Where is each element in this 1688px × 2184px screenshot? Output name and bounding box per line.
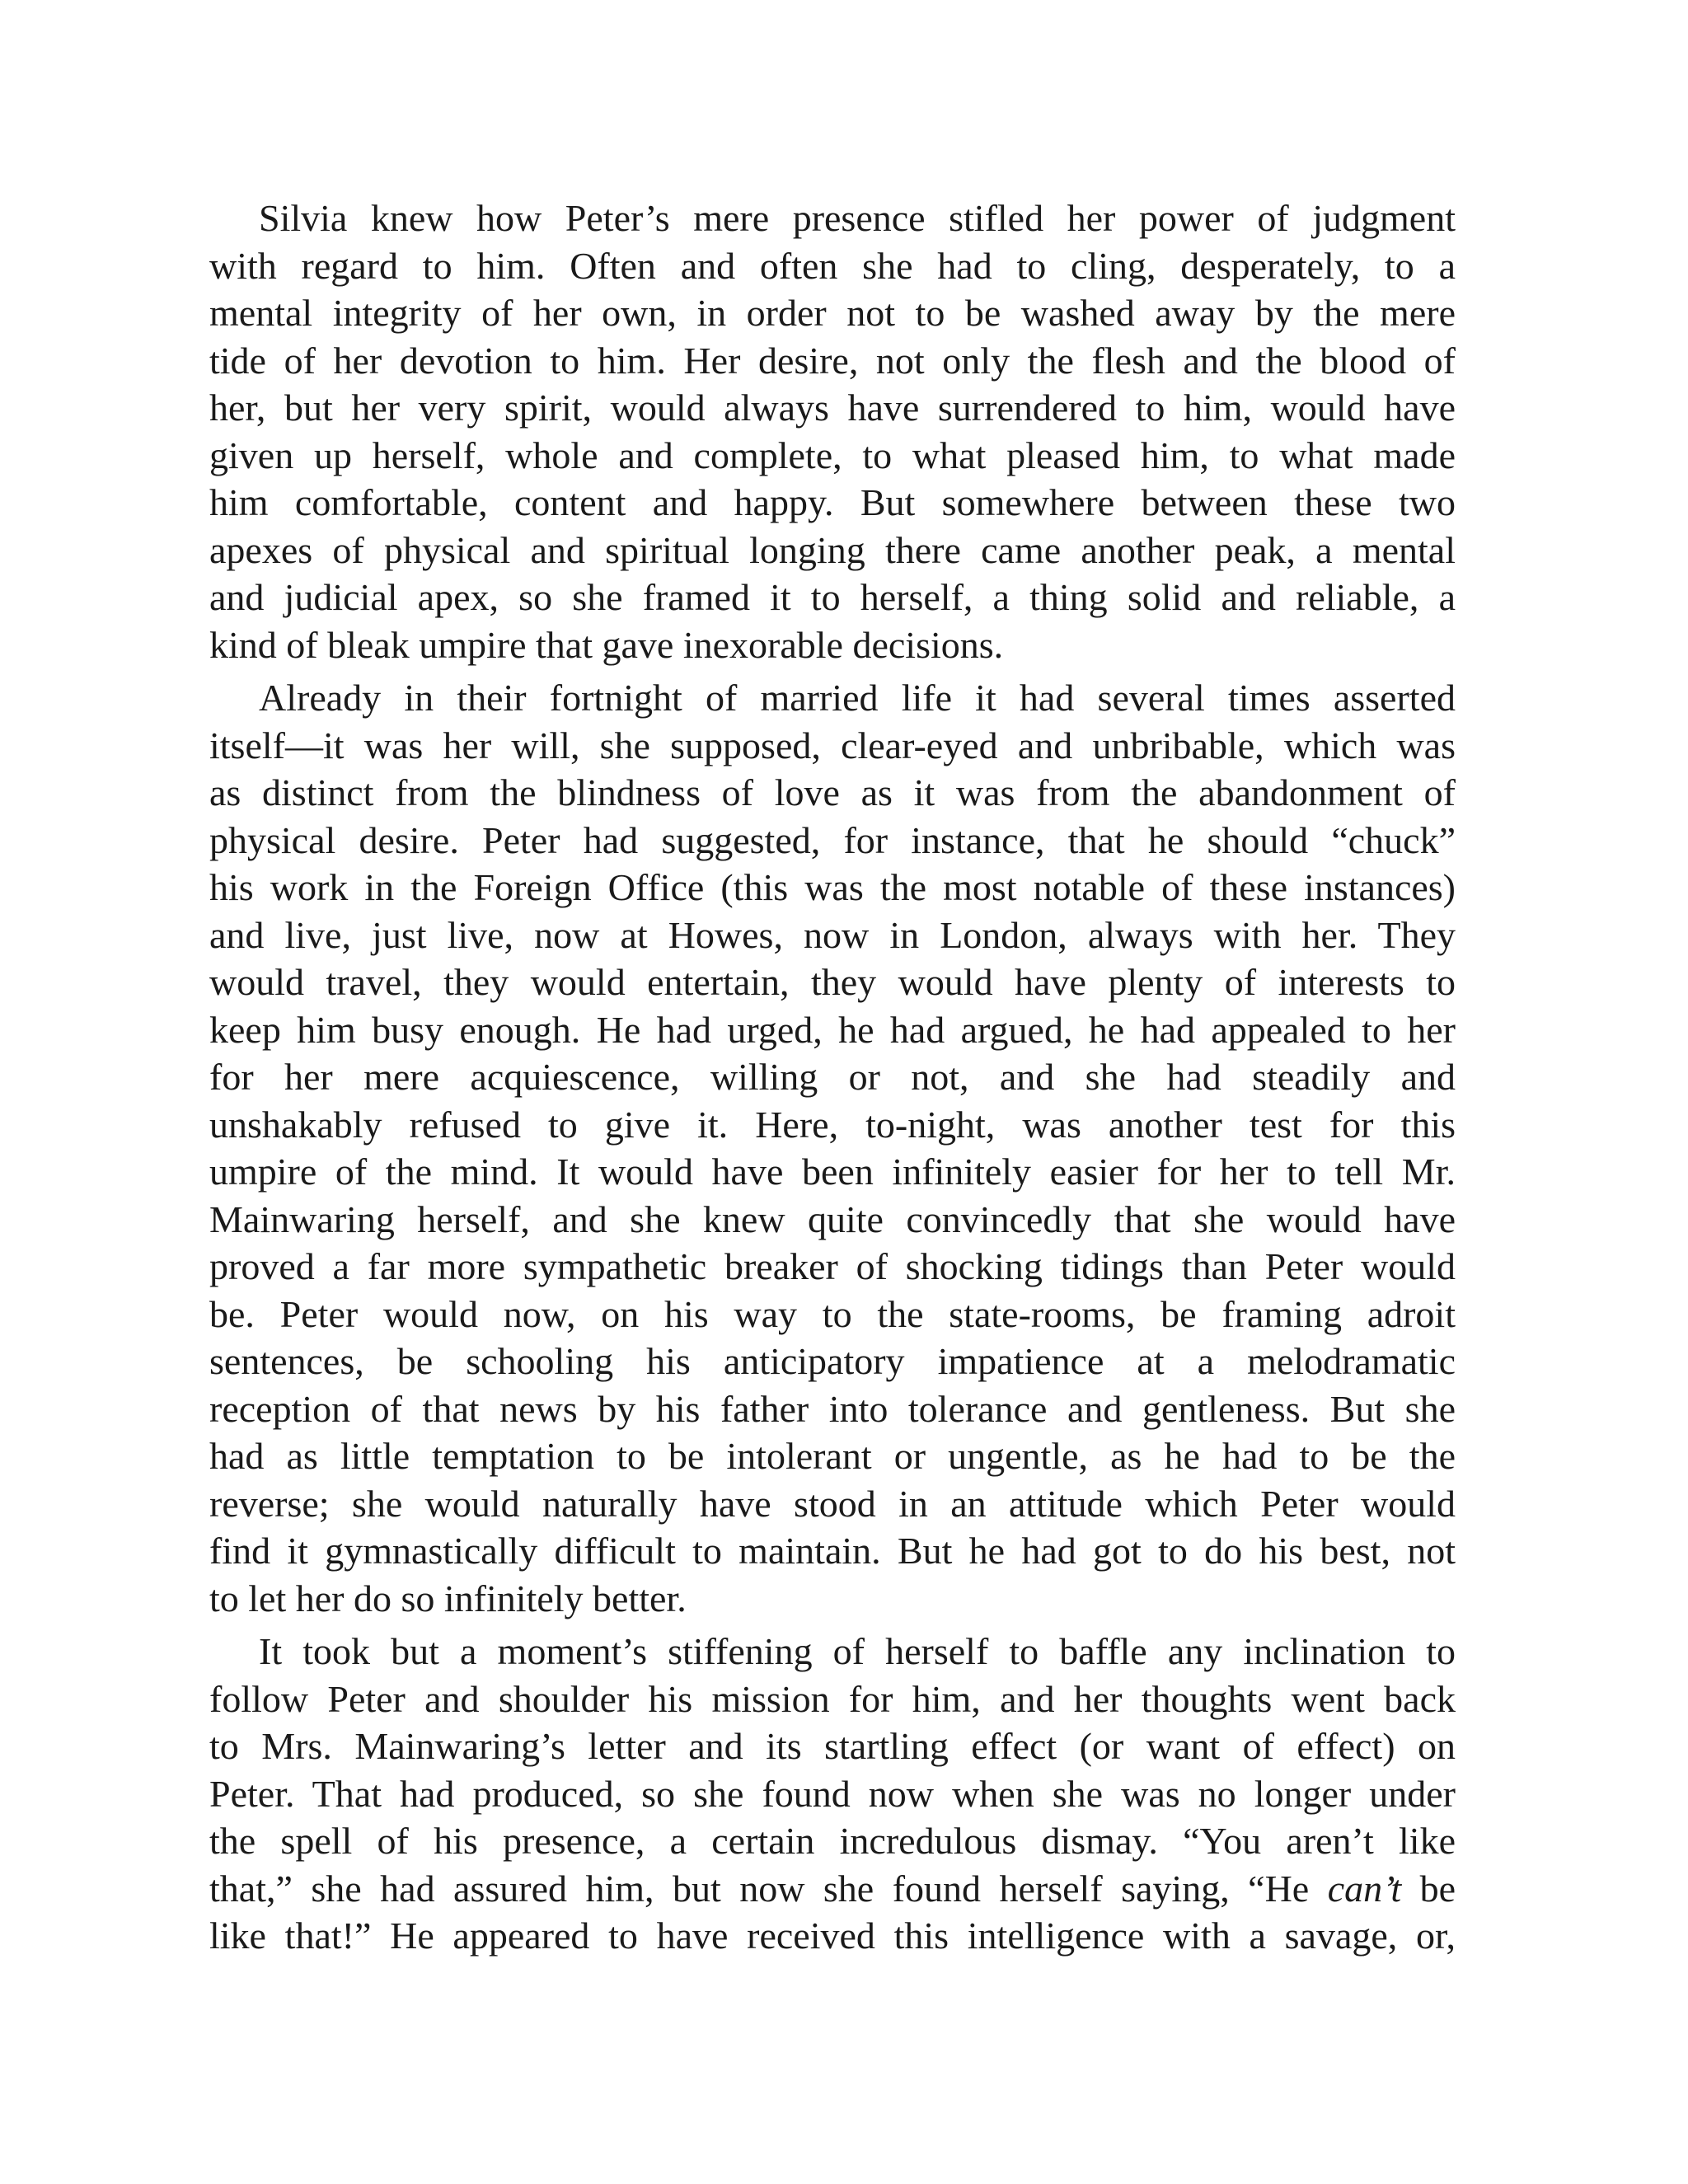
text-line: like that!” He appeared to have received this intelligence with a savage, or, — [209, 1915, 1456, 1957]
text-line: It took but a moment’s stiffening of herself to baffle any inclination to — [259, 1630, 1456, 1672]
text-line: with regard to him. Often and often she had to cling, desperately, to a — [209, 244, 1456, 287]
text-line: Already in their fortnight of married life it had several times asserted — [259, 677, 1456, 719]
text-line: find it gymnastically difficult to maintain. But he had got to do his best, not — [209, 1530, 1456, 1572]
text-run: be — [1401, 1867, 1456, 1910]
text-line: tide of her devotion to him. Her desire, not only the flesh and the blood of — [209, 339, 1456, 382]
text-line: umpire of the mind. It would have been infinitely easier for her to tell Mr. — [209, 1151, 1456, 1193]
text-line: and judicial apex, so she framed it to herself, a thing solid and reliable, a — [209, 576, 1456, 618]
text-line: had as little temptation to be intolerant or ungentle, as he had to be the — [209, 1435, 1456, 1477]
book-page — [209, 194, 1456, 1960]
text-run: that,” she had assured him, but now she found herself saying, “He — [209, 1867, 1328, 1910]
text-line: reverse; she would naturally have stood in an attitude which Peter would — [209, 1482, 1456, 1525]
text-line: would travel, they would entertain, they would have plenty of interests to — [209, 961, 1456, 1003]
text-line: the spell of his presence, a certain incredulous dismay. “You aren’t like — [209, 1820, 1456, 1862]
text-line: for her mere acquiescence, willing or not, and she had steadily and — [209, 1056, 1456, 1098]
text-line: her, but her very spirit, would always have surrendered to him, would have — [209, 387, 1456, 429]
paragraph-3 — [209, 1628, 1456, 1960]
paragraph-1 — [209, 194, 1456, 668]
text-line: follow Peter and shoulder his mission for him, and her thoughts went back — [209, 1677, 1456, 1720]
text-line: be. Peter would now, on his way to the state-rooms, be framing adroit — [209, 1292, 1456, 1335]
text-line: Silvia knew how Peter’s mere presence stifled her power of judgment — [259, 197, 1456, 239]
emphasized-word: can’t — [1327, 1867, 1402, 1910]
text-line: him comfortable, content and happy. But somewhere between these two — [209, 481, 1456, 523]
text-line: to let her do so infinitely better. — [209, 1577, 687, 1619]
text-line: physical desire. Peter had suggested, for instance, that he should “chuck” — [209, 818, 1456, 861]
text-line: itself—it was her will, she supposed, clear-eyed and unbribable, which was — [209, 724, 1456, 766]
text-line: Peter. That had produced, so she found now when she was no longer under — [209, 1772, 1456, 1815]
paragraph-2 — [209, 674, 1456, 1622]
text-line-with-emphasis — [209, 1865, 1456, 1913]
text-line: as distinct from the blindness of love as it was from the abandonment of — [209, 771, 1456, 813]
text-line: and live, just live, now at Howes, now in London, always with her. They — [209, 913, 1456, 956]
text-line: apexes of physical and spiritual longing there came another peak, a mental — [209, 528, 1456, 571]
text-line: proved a far more sympathetic breaker of shocking tidings than Peter would — [209, 1245, 1456, 1287]
text-line: to Mrs. Mainwaring’s letter and its startling effect (or want of effect) on — [209, 1725, 1456, 1767]
text-line: given up herself, whole and complete, to what pleased him, to what made — [209, 434, 1456, 476]
text-line: his work in the Foreign Office (this was the most notable of these instances) — [209, 866, 1456, 908]
text-line: mental integrity of her own, in order not to be washed away by the mere — [209, 292, 1456, 334]
text-line: kind of bleak umpire that gave inexorable decisions. — [209, 623, 1004, 666]
text-line: keep him busy enough. He had urged, he had argued, he had appealed to her — [209, 1008, 1456, 1051]
text-line: sentences, be schooling his anticipatory impatience at a melodramatic — [209, 1340, 1456, 1382]
text-line: unshakably refused to give it. Here, to-night, was another test for this — [209, 1103, 1456, 1146]
text-line: Mainwaring herself, and she knew quite convincedly that she would have — [209, 1197, 1456, 1240]
text-line: reception of that news by his father into tolerance and gentleness. But she — [209, 1387, 1456, 1430]
